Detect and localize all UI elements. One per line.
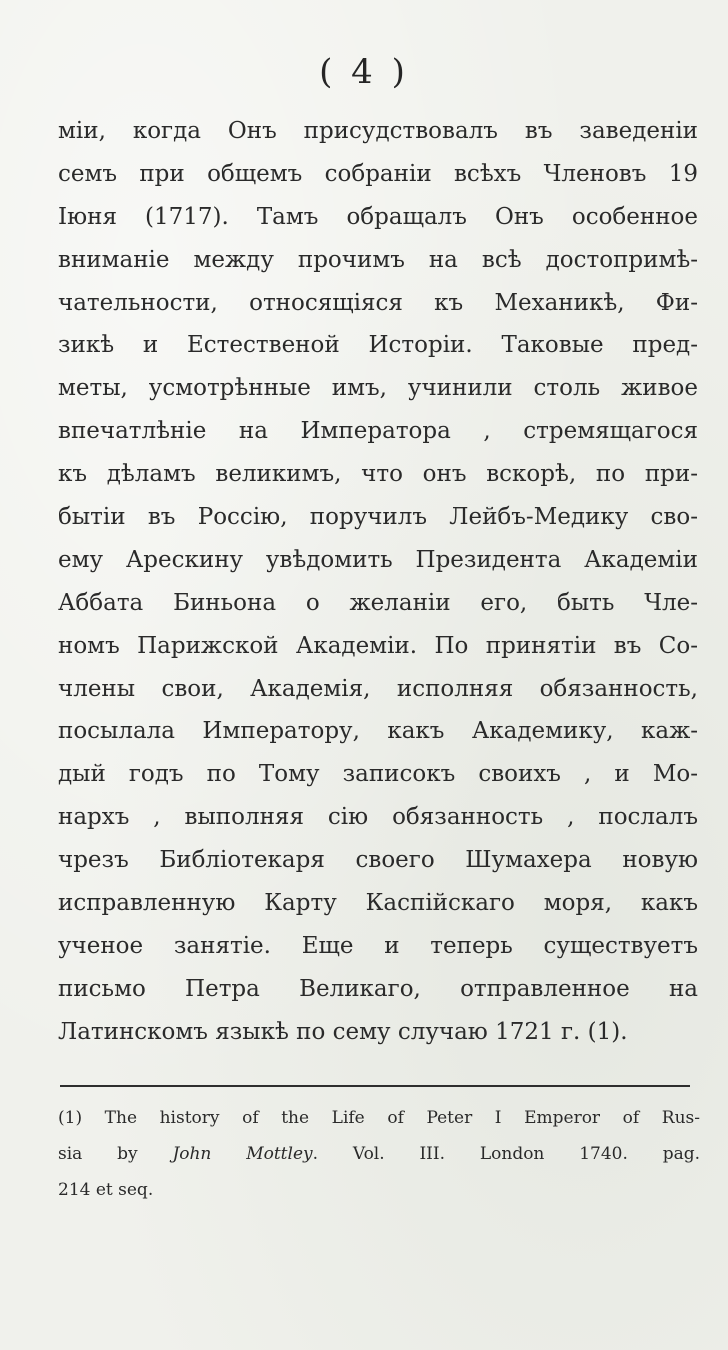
- text-line: зикѣ и Естественой Исторіи. Таковые пред-: [58, 332, 698, 359]
- text-line: посылала Императору, какъ Академику, каж-: [58, 718, 698, 745]
- text-line: нархъ , выполняя сію обязанность , послалъ: [58, 804, 698, 831]
- text-line: міи, когда Онъ присудствовалъ въ заведеніи: [58, 118, 698, 144]
- text-line: бытіи въ Россію, поручилъ Лейбъ-Медику сво-: [58, 504, 698, 531]
- text-line: меты, усмотрѣнные имъ, учинили столь живое: [58, 375, 698, 402]
- footnote-text: . Vol. III. London 1740. pag.: [312, 1144, 700, 1164]
- text-line: впечатлѣніе на Императора , стремящагося: [58, 418, 698, 445]
- text-line: члены свои, Академія, исполняя обязанность,: [58, 675, 698, 702]
- text-line: чрезъ Библіотекаря своего Шумахера новую: [58, 847, 698, 874]
- text-line: номъ Парижской Академіи. По принятіи въ Со-: [58, 632, 698, 659]
- text-line: исправленную Карту Каспійскаго моря, какъ: [58, 890, 698, 917]
- page-number: ( 4 ): [319, 52, 409, 92]
- footnote-text: sia by: [58, 1144, 173, 1164]
- text-line: чательности, относящіяся къ Механикѣ, Фи-: [58, 289, 698, 316]
- footnote-line: [58, 1136, 700, 1172]
- footnote: [58, 1100, 700, 1208]
- footnote-line: (1) The history of the Life of Peter I Emperor of Rus-: [58, 1108, 700, 1128]
- text-line: вниманіе между прочимъ на всѣ достопримѣ-: [58, 246, 698, 273]
- footnote-divider: [60, 1085, 690, 1087]
- text-line: семъ при общемъ собраніи всѣхъ Членовъ 19: [58, 160, 698, 187]
- text-line: ему Арескину увѣдомить Президента Академіи: [58, 546, 698, 573]
- text-line: письмо Петра Великаго, отправленное на: [58, 975, 698, 1002]
- text-line: Іюня (1717). Тамъ обращалъ Онъ особенное: [58, 203, 698, 230]
- text-line: Латинскомъ языкѣ по сему случаю 1721 г. (1).: [58, 1018, 628, 1045]
- footnote-author: John Mottley: [172, 1144, 313, 1164]
- body-text: [58, 110, 698, 1054]
- text-line: дый годъ по Тому записокъ своихъ , и Мо-: [58, 761, 698, 788]
- text-line: Аббата Биньона о желаніи его, быть Чле-: [58, 589, 698, 616]
- text-line: къ дѣламъ великимъ, что онъ вскорѣ, по при-: [58, 461, 698, 488]
- footnote-line: 214 et seq.: [58, 1180, 154, 1200]
- text-line: ученое занятіе. Еще и теперь существуетъ: [58, 932, 698, 959]
